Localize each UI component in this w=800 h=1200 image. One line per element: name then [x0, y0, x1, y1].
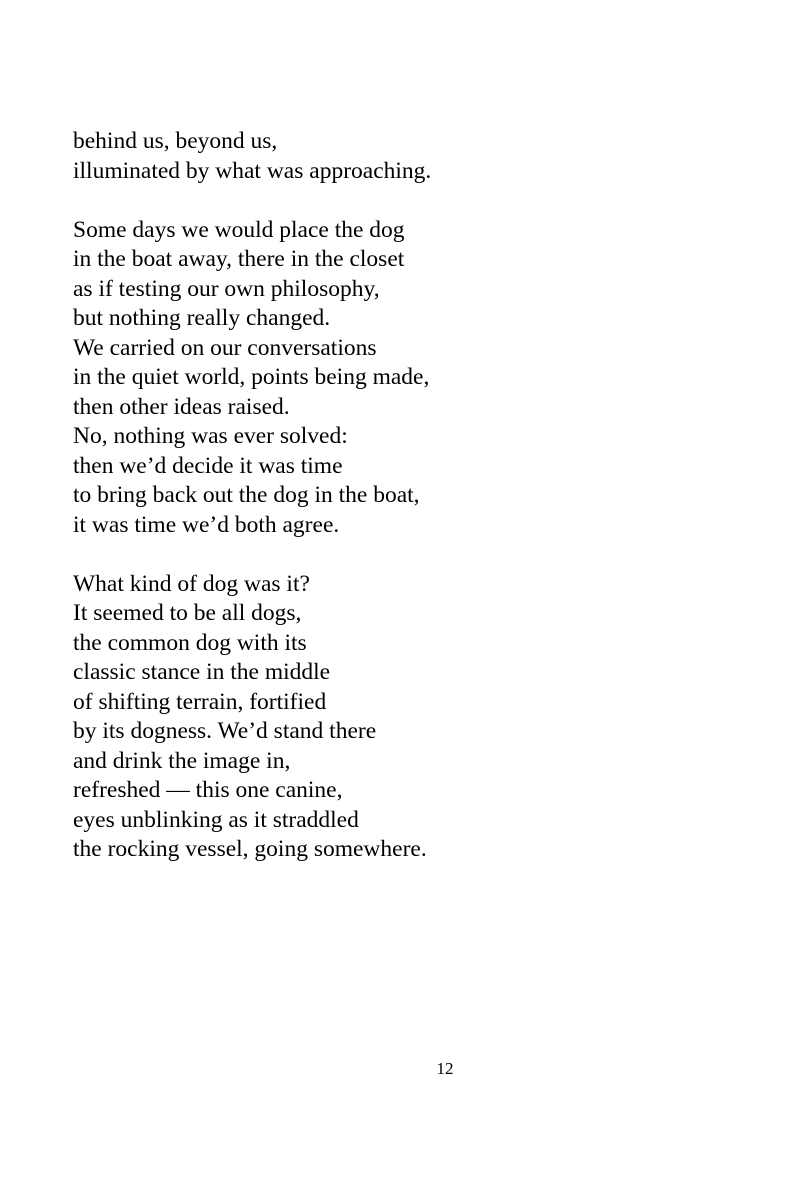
poem-line: No, nothing was ever solved: [73, 423, 348, 449]
poem-line: in the boat away, there in the closet [73, 246, 405, 272]
stanza-1 [73, 127, 733, 186]
poem-line: the common dog with its [73, 629, 307, 656]
poem-line: then we’d decide it was time [73, 452, 343, 479]
poem-line: then other ideas raised. [73, 393, 290, 420]
poem-line: eyes unblinking as it straddled [73, 806, 359, 833]
poem-line: classic stance in the middle [73, 659, 331, 685]
poem-line: it was time we’d both agree. [73, 511, 340, 538]
poem-line: of shifting terrain, fortified [73, 688, 327, 715]
poem-line: We carried on our conversations [73, 334, 377, 361]
poem-line: Some days we would place the dog [73, 216, 405, 243]
poem-line: refreshed — this one canine, [73, 777, 343, 803]
stanza-2 [73, 216, 733, 541]
poem-line: behind us, beyond us, [73, 128, 278, 154]
poem-line: but nothing really changed. [73, 305, 331, 331]
stanza-3 [73, 570, 733, 865]
poem-line: illuminated by what was approaching. [73, 157, 432, 184]
poem-line: the rocking vessel, going somewhere. [73, 836, 427, 862]
poem-line: in the quiet world, points being made, [73, 364, 430, 390]
poem-line: as if testing our own philosophy, [73, 275, 380, 302]
poem-line: and drink the image in, [73, 747, 291, 774]
poem-line: to bring back out the dog in the boat, [73, 482, 420, 508]
poem-line: by its dogness. We’d stand there [73, 718, 377, 744]
poem-line: What kind of dog was it? [73, 570, 310, 597]
poem-line: It seemed to be all dogs, [73, 600, 302, 626]
page-number: 12 [436, 1059, 454, 1078]
poem-body [73, 127, 733, 865]
